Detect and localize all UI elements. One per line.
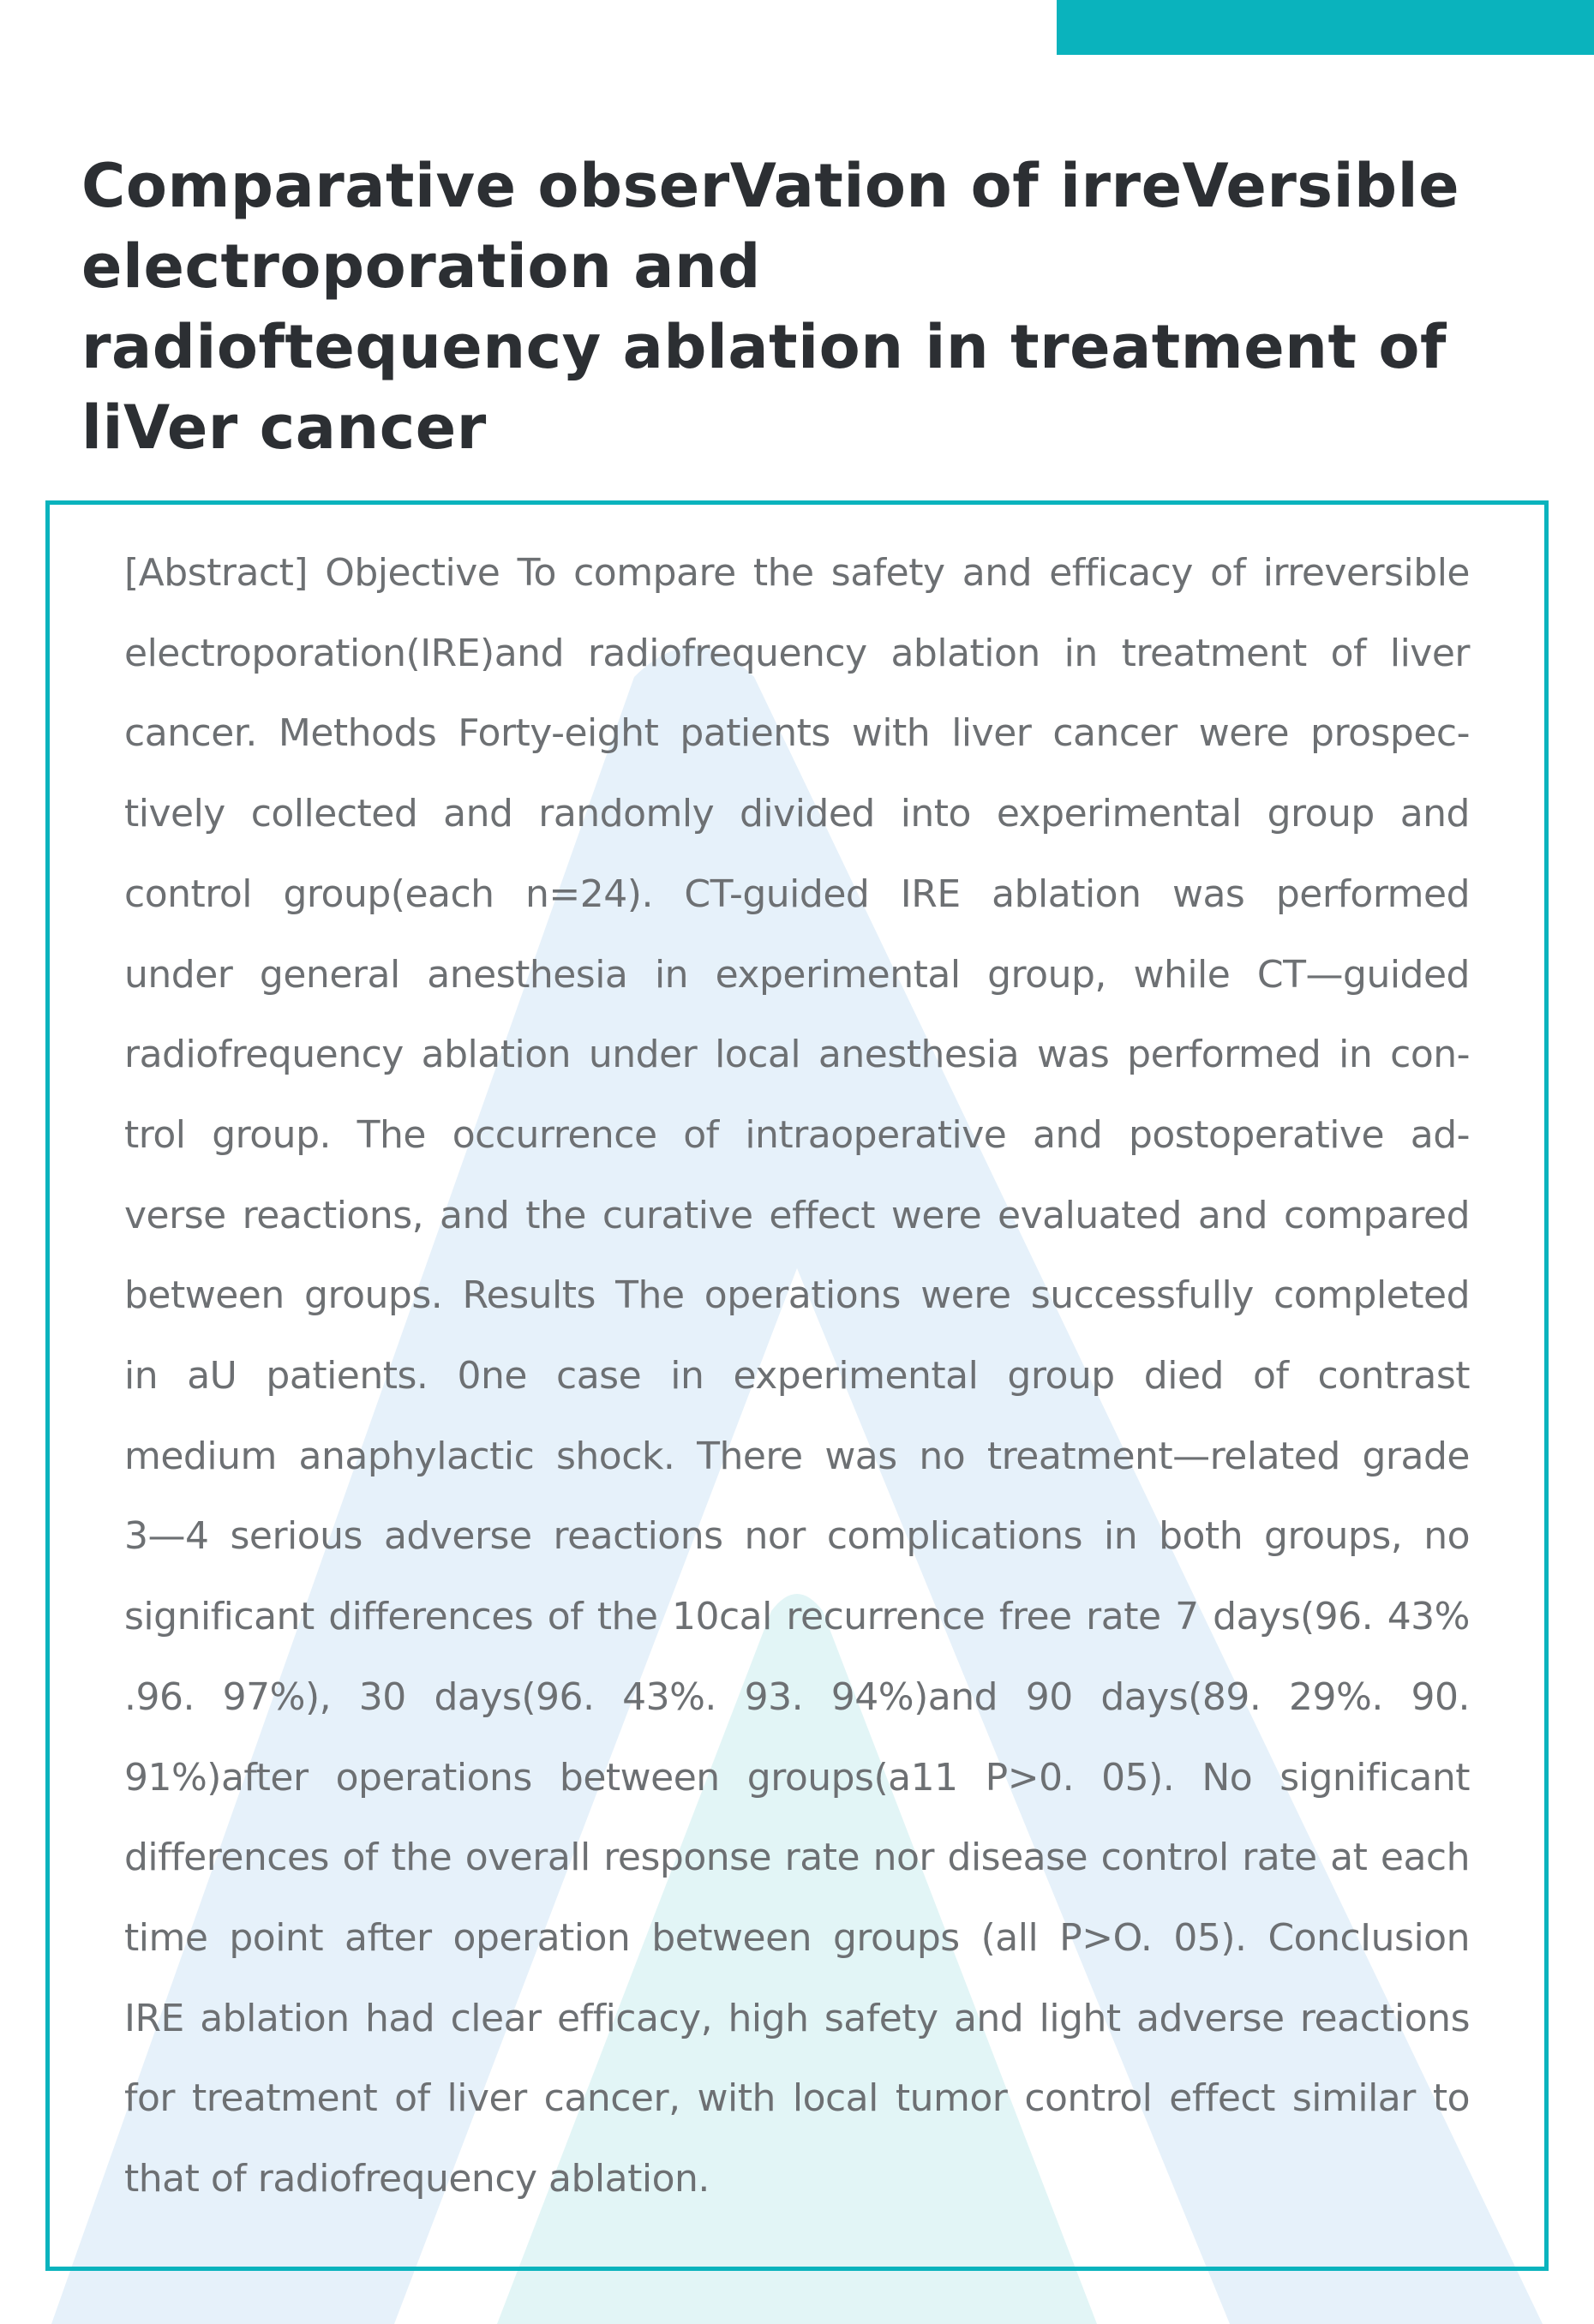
abstract-line: .96. 97%), 30 days(96. 43%. 93. 94%)and 90 days(89. 29%. 90. [124, 1674, 1470, 1719]
abstract-line: in aU patients. 0ne case in experimental group died of contrast [124, 1354, 1470, 1399]
accent-top-bar [1057, 0, 1594, 55]
abstract-line: trol group. The occurrence of intraoperative and postoperative ad- [124, 1112, 1470, 1157]
abstract-line: cancer. Methods Forty-eight patients with liver cancer were prospec- [124, 711, 1470, 756]
abstract-line: 3—4 serious adverse reactions nor complications in both groups, no [124, 1514, 1470, 1559]
abstract-line: between groups. Results The operations were successfully completed [124, 1273, 1470, 1318]
abstract-line: [Abstract] Objective To compare the safety and efficacy of irreversible [124, 551, 1470, 595]
title-line: radioftequency ablation in treatment of [81, 312, 1447, 382]
abstract-line: tively collected and randomly divided into experimental group and [124, 792, 1470, 836]
abstract-line: differences of the overall response rate nor disease control rate at each [124, 1836, 1470, 1880]
title-line: Comparative obserVation of irreVersible [81, 151, 1460, 221]
abstract-line: under general anesthesia in experimental group, while CT—guided [124, 952, 1470, 997]
abstract-line: control group(each n=24). CT-guided IRE ablation was performed [124, 872, 1470, 916]
abstract-line: medium anaphylactic shock. There was no treatment—related grade [124, 1434, 1470, 1478]
abstract-line: IRE ablation had clear efficacy, high safety and light adverse reactions [124, 1996, 1470, 2040]
title-line: electroporation and [81, 231, 761, 302]
abstract-line: that of radiofrequency ablation. [124, 2157, 710, 2201]
abstract-line: electroporation(IRE)and radiofrequency ablation in treatment of liver [124, 631, 1470, 675]
abstract-text [124, 533, 1470, 2219]
abstract-line: time point after operation between groups (all P>O. 05). ConcIusion [124, 1915, 1470, 1960]
abstract-line: for treatment of liver cancer, with local tumor control effect similar to [124, 2076, 1470, 2121]
article-title [81, 146, 1495, 468]
abstract-line: radiofrequency ablation under local anesthesia was performed in con- [124, 1033, 1470, 1077]
abstract-line: significant differences of the 10cal recurrence free rate 7 days(96. 43% [124, 1595, 1470, 1639]
title-line: liVer cancer [81, 392, 487, 463]
abstract-line: verse reactions, and the curative effect were evaluated and compared [124, 1193, 1470, 1237]
abstract-line: 91%)after operations between groups(a11 P>0. 05). No significant [124, 1755, 1470, 1800]
